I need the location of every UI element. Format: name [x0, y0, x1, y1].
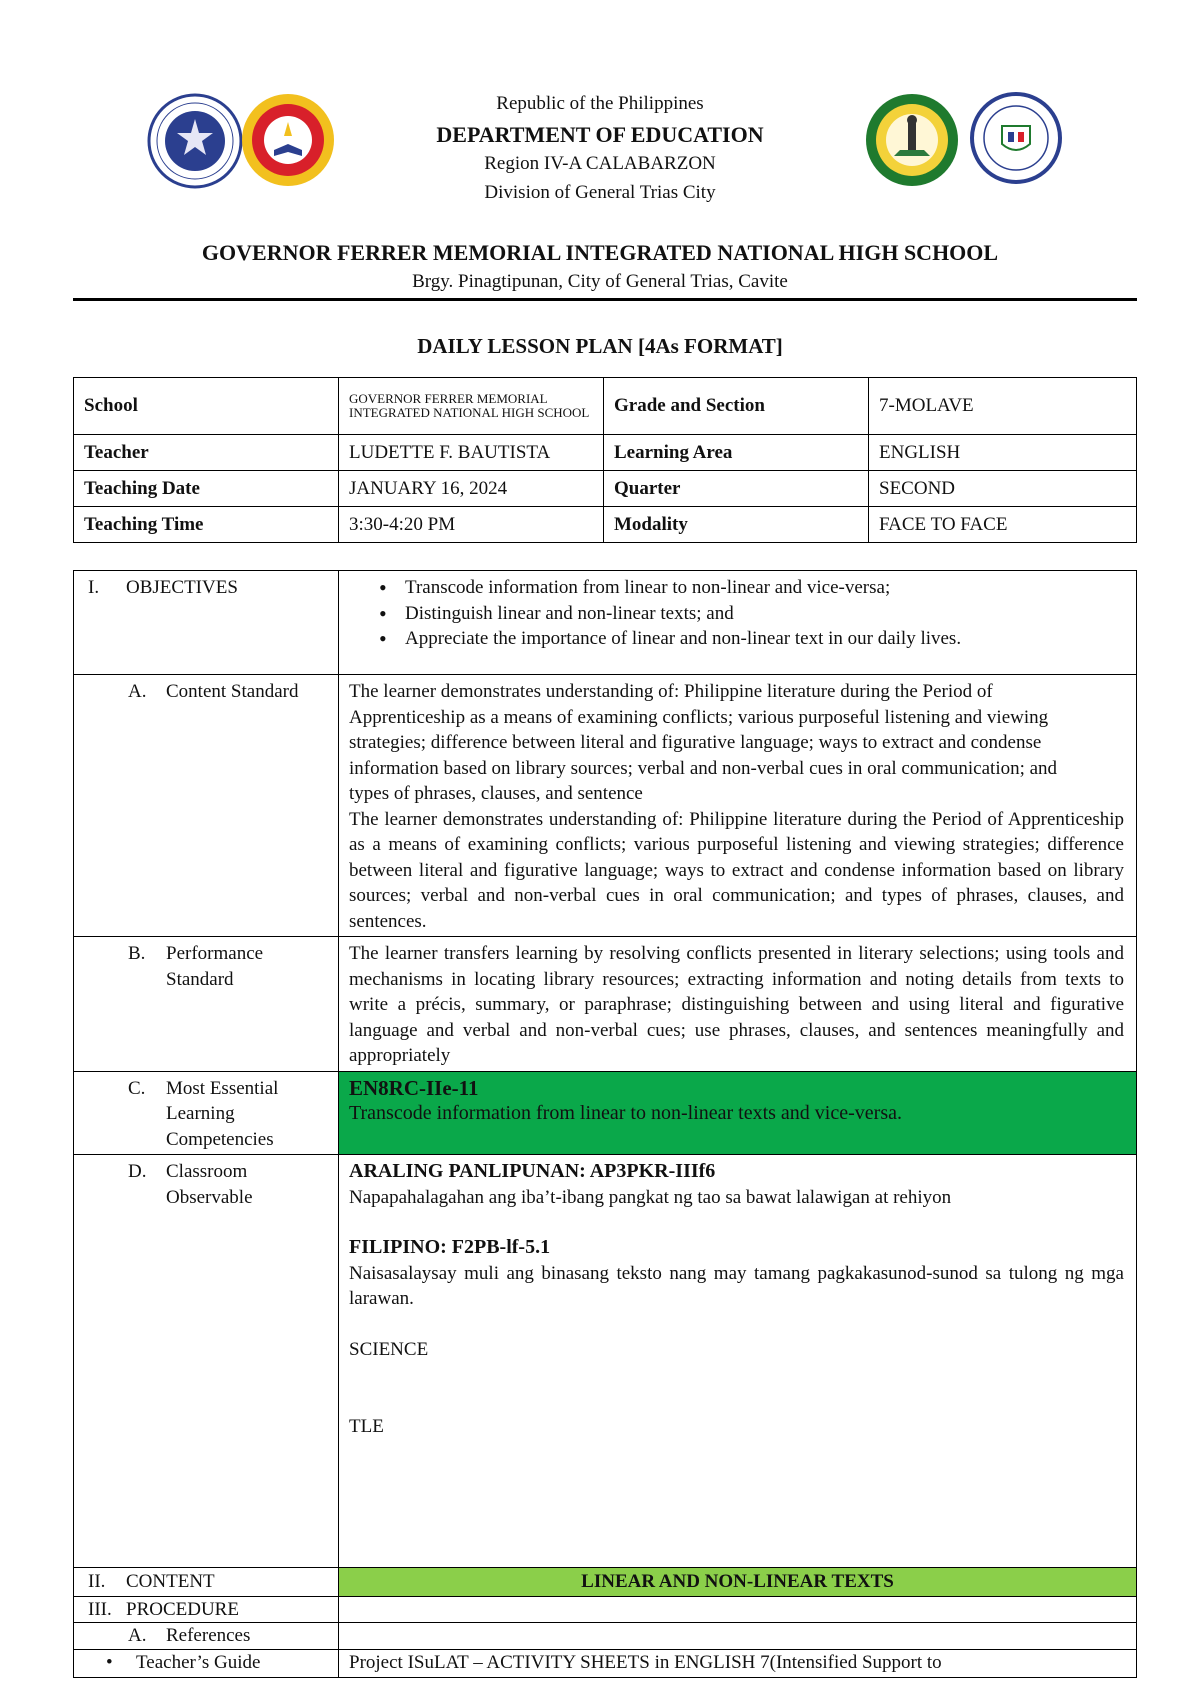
objective-item: • Distinguish linear and non-linear texts; and: [405, 601, 1124, 627]
content-label: CONTENT: [126, 1571, 215, 1592]
division-line: Division of General Trias City: [484, 182, 716, 203]
references-letter: A.: [128, 1625, 147, 1646]
objective-item: • Appreciate the importance of linear and non-linear text in our daily lives.: [405, 626, 1124, 652]
melc-label: Most Essential Learning Competencies: [166, 1077, 279, 1150]
region-line: Region IV-A CALABARZON: [484, 153, 716, 174]
content-standard-label-cell: [74, 675, 339, 937]
content-standard-text-1: The learner demonstrates understanding of: Philippine literature during the Period of Apprenticeship as a means of examining conflicts; various purposeful listening and viewing strategies; difference between literal and figurative language; ways to extract and condense information based on library sources; verbal and non-verbal cues in oral communication; and types of phrases, clauses, and sentence: [349, 681, 1058, 804]
learning-area-value: ENGLISH: [869, 435, 1137, 471]
modality-label: Modality: [604, 507, 869, 543]
school-value: GOVERNOR FERRER MEMORIAL INTEGRATED NATIONAL HIGH SCHOOL: [339, 378, 604, 435]
procedure-label: PROCEDURE: [126, 1598, 239, 1620]
classroom-observable-label: Classroom Observable: [166, 1161, 253, 1208]
grade-section-label: Grade and Section: [604, 378, 869, 435]
objectives-label: OBJECTIVES: [126, 577, 238, 598]
references-value-cell: [339, 1623, 1137, 1650]
ap-competency-text: Napapahalagahan ang iba’t-ibang pangkat ng tao sa bawat lalawigan at rehiyon: [349, 1186, 952, 1208]
references-label: References: [166, 1625, 251, 1646]
melc-text: Transcode information from linear to non-linear texts and vice-versa.: [349, 1102, 902, 1124]
republic-line: Republic of the Philippines: [496, 93, 704, 114]
teacher-value: LUDETTE F. BAUTISTA: [339, 435, 604, 471]
content-standard-label: Content Standard: [166, 681, 299, 702]
procedure-value-cell: [339, 1596, 1137, 1623]
bullet-icon: •: [106, 1651, 113, 1673]
melc-code: EN8RC-IIe-11: [349, 1075, 479, 1100]
references-label-cell: [74, 1623, 339, 1650]
procedure-number: III.: [88, 1598, 112, 1620]
content-topic: LINEAR AND NON-LINEAR TEXTS: [339, 1568, 1137, 1597]
school-address: Brgy. Pinagtipunan, City of General Trias, Cavite: [412, 271, 788, 292]
header-divider: [73, 298, 1137, 301]
objectives-number: I.: [88, 577, 100, 598]
classroom-observable-letter: D.: [128, 1161, 147, 1182]
school-name-heading: GOVERNOR FERRER MEMORIAL INTEGRATED NATIONAL HIGH SCHOOL: [201, 240, 999, 265]
content-standard-letter: A.: [128, 681, 147, 702]
content-number: II.: [88, 1571, 106, 1592]
lesson-info-table: [73, 377, 1137, 543]
melc-highlight-cell: [339, 1071, 1137, 1155]
teaching-date-value: JANUARY 16, 2024: [339, 471, 604, 507]
filipino-competency-text: Naisasalaysay muli ang binasang teksto nang may tamang pagkakasunod-sunod sa tulong ng mga larawan.: [349, 1262, 1124, 1309]
performance-standard-letter: B.: [128, 943, 146, 964]
quarter-value: SECOND: [869, 471, 1137, 507]
department-line: DEPARTMENT OF EDUCATION: [436, 122, 764, 147]
performance-standard-label-cell: [74, 937, 339, 1072]
classroom-observable-cell: [339, 1155, 1137, 1568]
lesson-plan-table: [73, 570, 1137, 1678]
learning-area-label: Learning Area: [604, 435, 869, 471]
performance-standard-text: The learner transfers learning by resolving conflicts presented in literary selections; using tools and mechanisms in locating library resources; extracting information and noting details from texts to write a précis, summary, or paraphrase; distinguishing between and using literal and figurative language and verbal and non-verbal cues; use phrases, clauses, and sentences meaningfully and appropriately: [339, 937, 1137, 1072]
tle-label: TLE: [349, 1416, 384, 1437]
classroom-observable-label-cell: [74, 1155, 339, 1568]
grade-section-value: 7-MOLAVE: [869, 378, 1137, 435]
ap-competency-code: ARALING PANLIPUNAN: AP3PKR-IIIf6: [349, 1160, 716, 1182]
filipino-competency-code: FILIPINO: F2PB-lf-5.1: [349, 1236, 551, 1258]
content-standard-text-2: The learner demonstrates understanding of: Philippine literature during the Period of Apprenticeship as a means of examining conflicts; various purposeful listening and viewing strategies; difference between literal and figurative language; ways to extract and condense information based on library sources; verbal and non-verbal cues in oral communication; and types of phrases, clauses, and sentences.: [349, 808, 1124, 932]
document-title: DAILY LESSON PLAN [4As FORMAT]: [417, 334, 783, 358]
teachers-guide-label-cell: [74, 1649, 339, 1677]
teachers-guide-label: Teacher’s Guide: [136, 1651, 261, 1673]
content-standard-cell: [339, 675, 1137, 937]
modality-value: FACE TO FACE: [869, 507, 1137, 543]
objectives-content-cell: [339, 571, 1137, 675]
objective-item: • Transcode information from linear to non-linear and vice-versa;: [405, 575, 1124, 601]
teaching-time-label: Teaching Time: [74, 507, 339, 543]
teacher-label: Teacher: [74, 435, 339, 471]
content-label-cell: [74, 1568, 339, 1597]
melc-letter: C.: [128, 1077, 146, 1099]
objectives-list: [349, 575, 1124, 652]
melc-label-cell: [74, 1071, 339, 1155]
quarter-label: Quarter: [604, 471, 869, 507]
procedure-label-cell: [74, 1596, 339, 1623]
performance-standard-label: Performance Standard: [166, 943, 264, 990]
teaching-time-value: 3:30-4:20 PM: [339, 507, 604, 543]
school-label: School: [74, 378, 339, 435]
teachers-guide-value: Project ISuLAT – ACTIVITY SHEETS in ENGLISH 7(Intensified Support to: [339, 1649, 1137, 1677]
science-label: SCIENCE: [349, 1338, 429, 1360]
objectives-label-cell: [74, 571, 339, 675]
teaching-date-label: Teaching Date: [74, 471, 339, 507]
